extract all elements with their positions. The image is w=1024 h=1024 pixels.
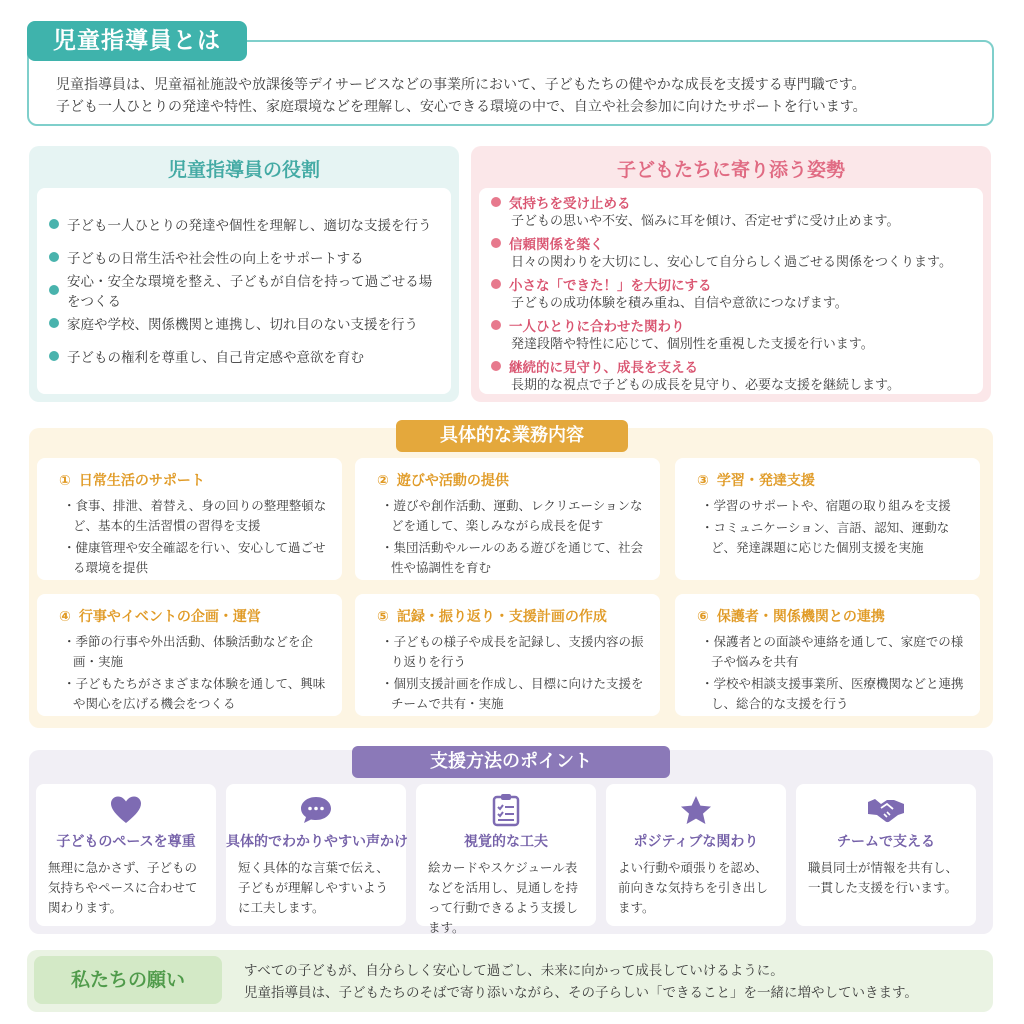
duty-items: [381, 496, 648, 580]
duty-items: [701, 496, 968, 560]
attitude-list: [491, 192, 977, 397]
bullet-dot-icon: [49, 285, 59, 295]
point-desc: 短く具体的な言葉で伝え、子どもが理解しやすいように工夫します。: [238, 860, 389, 915]
point-card: [36, 784, 216, 926]
attitude-item-head: 小さな「できた！」を大切にする: [509, 278, 712, 294]
attitude-item-head: 一人ひとりに合わせた関わり: [509, 319, 685, 335]
duty-heading: [59, 606, 261, 626]
duty-title: 日常生活のサポート: [78, 473, 205, 489]
point-card: [416, 784, 596, 935]
attitude-item-body: 子どもの成功体験を積み重ね、自信や意欲につなげます。: [511, 296, 848, 311]
points-heading: 支援方法のポイント: [352, 746, 670, 778]
duty-item: ・ 健康管理や安全確認を行い、安心して過ごせる環境を提供: [63, 538, 330, 578]
handshake-icon: [796, 792, 976, 828]
list-item: [491, 274, 977, 315]
duty-item: ・ 集団活動やルールのある遊びを通じて、社会性や協調性を育む: [381, 538, 648, 578]
wish-line-2: 児童指導員は、子どもたちのそばで寄り添いながら、その子らしい「できること」を一緒に増やしていきます。: [244, 985, 918, 1001]
point-title: 視覚的な工夫: [464, 834, 548, 850]
point-title: 具体的でわかりやすい声かけ: [226, 834, 408, 850]
duty-item: ・ 季節の行事や外出活動、体験活動などを企画・実施: [63, 632, 330, 672]
bullet-dot-icon: [49, 318, 59, 328]
list-item: [491, 356, 977, 397]
duty-number: ①: [59, 473, 71, 489]
intro-line-1: 児童指導員は、児童福祉施設や放課後等デイサービスなどの事業所において、子どもたちの健やかな成長を支援する専門職です。: [56, 77, 866, 93]
wish-label: 私たちの願い: [34, 956, 222, 1004]
duty-items: [63, 496, 330, 580]
role-item-text: 子ども一人ひとりの発達や個性を理解し、適切な支援を行う: [67, 217, 432, 234]
role-list: [49, 207, 445, 372]
duty-title: 保護者・関係機関との連携: [716, 609, 885, 625]
clipboard-icon: [416, 792, 596, 828]
role-heading: 児童指導員の役割: [167, 159, 320, 181]
point-title: ポジティブな関わり: [633, 834, 759, 850]
duty-item: ・ 学校や相談支援事業所、医療機関などと連携し、総合的な支援を行う: [701, 674, 968, 714]
duty-heading: [697, 470, 815, 490]
point-card: [226, 784, 406, 926]
list-item: [49, 306, 445, 339]
bullet-dot-icon: [491, 279, 501, 289]
bullet-dot-icon: [49, 219, 59, 229]
point-card: [606, 784, 786, 926]
duty-number: ⑤: [377, 609, 389, 625]
point-title: 子どものペースを尊重: [56, 834, 196, 850]
attitude-panel: [471, 146, 991, 402]
duty-items: [381, 632, 648, 716]
speech-bubble-icon: [226, 792, 406, 828]
duty-title: 記録・振り返り・支援計画の作成: [396, 609, 607, 625]
duty-items: [701, 632, 968, 716]
role-item-text: 安心・安全な環境を整え、子どもが自信を持って過ごせる場をつくる: [67, 273, 433, 310]
duty-number: ③: [697, 473, 709, 489]
duty-item: ・ 遊びや創作活動、運動、レクリエーションなどを通して、楽しみながら成長を促す: [381, 496, 648, 536]
bullet-dot-icon: [491, 320, 501, 330]
duty-item: ・ コミュニケーション、言語、認知、運動など、発達課題に応じた個別支援を実施: [701, 518, 968, 558]
duties-section: [29, 428, 993, 728]
intro-line-2: 子ども一人ひとりの発達や特性、家庭環境などを理解し、安心できる環境の中で、自立や社会参加に向けたサポートを行います。: [56, 99, 867, 115]
intro-text: [56, 74, 976, 118]
attitude-heading: 子どもたちに寄り添う姿勢: [616, 159, 845, 181]
duty-title: 学習・発達支援: [716, 473, 815, 489]
attitude-item-body: 子どもの思いや不安、悩みに耳を傾け、否定せずに受け止めます。: [511, 214, 900, 229]
duty-heading: [59, 470, 205, 490]
duty-heading: [697, 606, 885, 626]
attitude-item-head: 信頼関係を築く: [509, 237, 604, 253]
point-desc: 職員同士が情報を共有し、一貫した支援を行います。: [808, 860, 959, 895]
duty-item: ・ 保護者との面談や連絡を通して、家庭での様子や悩みを共有: [701, 632, 968, 672]
attitude-item-body: 発達段階や特性に応じて、個別性を重視した支援を行います。: [511, 337, 874, 352]
duty-card: [355, 594, 660, 716]
point-desc: 絵カードやスケジュール表などを活用し、見通しを持って行動できるよう支援します。: [428, 860, 579, 935]
duty-items: [63, 632, 330, 716]
point-card: [796, 784, 976, 926]
duty-number: ④: [59, 609, 71, 625]
duty-card: [355, 458, 660, 580]
duty-item: ・ 食事、排泄、着替え、身の回りの整理整頓など、基本的生活習慣の習得を支援: [63, 496, 330, 536]
bullet-dot-icon: [49, 252, 59, 262]
duty-card: [675, 458, 980, 580]
point-title: チームで支える: [837, 834, 935, 850]
list-item: [49, 339, 445, 372]
attitude-inner: [479, 188, 983, 394]
duty-item: ・ 個別支援計画を作成し、目標に向けた支援をチームで共有・実施: [381, 674, 648, 714]
wish-text: [244, 960, 984, 1004]
duty-item: ・ 子どもたちがさまざまな体験を通して、興味や関心を広げる機会をつくる: [63, 674, 330, 714]
list-item: [49, 207, 445, 240]
duty-card: [37, 458, 342, 580]
attitude-item-body: 日々の関わりを大切にし、安心して自分らしく過ごせる関係をつくります。: [511, 255, 952, 270]
bullet-dot-icon: [491, 197, 501, 207]
duty-title: 行事やイベントの企画・運営: [78, 609, 261, 625]
list-item: [491, 315, 977, 356]
role-item-text: 子どもの権利を尊重し、自己肯定感や意欲を育む: [67, 349, 364, 366]
attitude-item-head: 継続的に見守り、成長を支える: [509, 360, 698, 376]
duty-card: [675, 594, 980, 716]
list-item: [49, 273, 445, 310]
duty-heading: [377, 470, 509, 490]
wish-line-1: すべての子どもが、自分らしく安心して過ごし、未来に向かって成長していけるように。: [244, 963, 784, 979]
attitude-item-body: 長期的な視点で子どもの成長を見守り、必要な支援を継続します。: [511, 378, 900, 393]
list-item: [491, 192, 977, 233]
attitude-item-head: 気持ちを受け止める: [509, 196, 631, 212]
point-desc: 無理に急かさず、子どもの気持ちやペースに合わせて関わります。: [48, 860, 198, 915]
duties-heading: 具体的な業務内容: [396, 420, 628, 452]
heart-icon: [36, 792, 216, 828]
star-icon: [606, 792, 786, 828]
point-desc: よい行動や頑張りを認め、前向きな気持ちを引き出します。: [618, 860, 769, 915]
role-item-text: 家庭や学校、関係機関と連携し、切れ目のない支援を行う: [67, 316, 418, 333]
duty-item: ・ 学習のサポートや、宿題の取り組みを支援: [701, 496, 968, 516]
duty-heading: [377, 606, 607, 626]
duty-item: ・ 子どもの様子や成長を記録し、支援内容の振り返りを行う: [381, 632, 648, 672]
bullet-dot-icon: [491, 238, 501, 248]
duty-title: 遊びや活動の提供: [396, 473, 509, 489]
role-panel: [29, 146, 459, 402]
role-item-text: 子どもの日常生活や社会性の向上をサポートする: [67, 250, 364, 267]
bullet-dot-icon: [49, 351, 59, 361]
list-item: [491, 233, 977, 274]
bullet-dot-icon: [491, 361, 501, 371]
duty-number: ②: [377, 473, 389, 489]
duty-number: ⑥: [697, 609, 709, 625]
role-inner: [37, 188, 451, 394]
list-item: [49, 240, 445, 273]
page-title: 児童指導員とは: [27, 21, 247, 61]
duty-card: [37, 594, 342, 716]
